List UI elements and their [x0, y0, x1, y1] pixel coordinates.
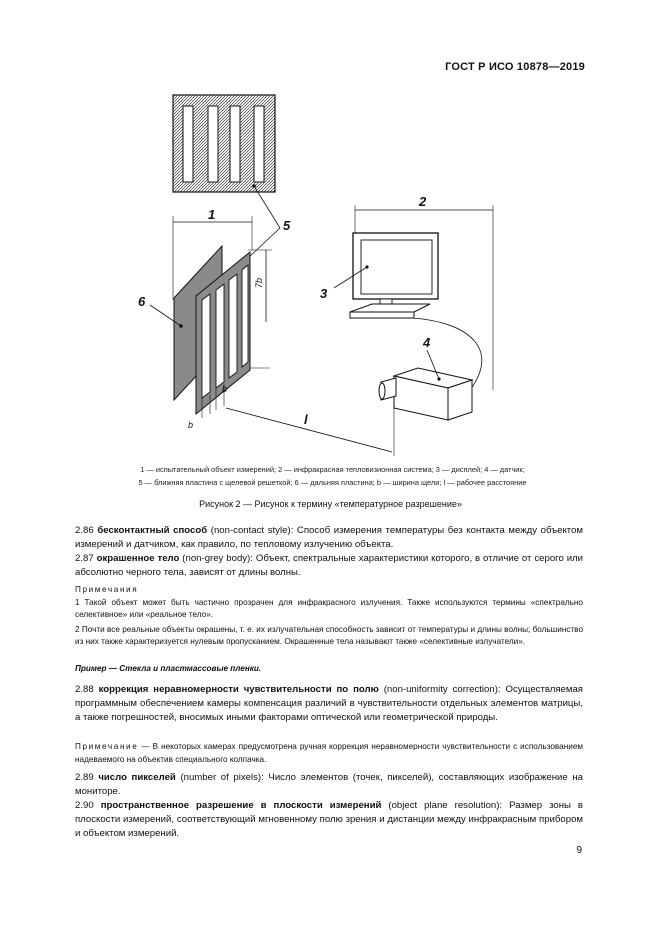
label-2: 2: [419, 194, 427, 209]
label-6: 6: [138, 294, 146, 309]
display-monitor: [350, 233, 438, 318]
notes-heading: Примечания: [75, 585, 139, 594]
document-code: ГОСТ Р ИСО 10878—2019: [445, 61, 585, 73]
term-2-89: 2.89 число пикселей (number of pixels): Число элементов (точек, пикселей), составляющих изображение на мониторе.: [75, 772, 584, 797]
figure-caption: Рисунок 2 — Рисунок к термину «температурное разрешение»: [199, 499, 462, 509]
term-2-87: 2.87 окрашенное тело (non-grey body): Объект, спектральные характеристики которого, в отличие от серого или абсолютно черного тела, зависят от длины волны.: [75, 553, 584, 578]
label-3: 3: [320, 286, 328, 301]
term-2-90: 2.90 пространственное разрешение в плоскости измерений (object plane resolution): Размер зоны в плоскости измерений, соответствующий мгновенному полю зрения и дистанции между инфракрасным прибором и объектом измерений.: [75, 800, 583, 839]
label-b-2: b: [222, 384, 228, 394]
note-single: Примечание — В некоторых камерах предусмотрена ручная коррекция неравномерности чувствительности с использованием надеваемого на объектив специального колпачка.: [75, 742, 583, 764]
term-2-86: 2.86 бесконтактный способ (non-contact style): Способ измерения температуры без контакта между объектом измерений и датчиком, как правило, по тепловому излучению объекта.: [75, 525, 584, 550]
page-number: 9: [576, 845, 582, 856]
label-b-1: b: [188, 420, 194, 430]
sensor-camera: [379, 368, 472, 420]
notes-block: [75, 584, 583, 649]
note-2: 2 Почти все реальные объекты окрашены, т. е. их излучательная способность зависит от температуры и длины волны; большинство из них также характеризуется нулевым пропусканием. Окрашенные тела называют также «селективные излучатели».: [75, 624, 583, 646]
label-1: 1: [208, 207, 216, 222]
term-2-88: 2.88 коррекция неравномерности чувствительности по полю (non-uniformity correction): Осуществляемая программным обеспечением камеры компенсация различий в чувствительности отдельных элементов матрицы, а также погрешностей, вносимых иными факторами оптической или геометрической природы.: [75, 684, 583, 723]
note-1: 1 Такой объект может быть частично прозрачен для инфракрасного излучения. Также используются термины «спектрально селективное» или «реальное тело».: [75, 597, 583, 619]
label-4: 4: [423, 335, 431, 350]
label-7b: 7b: [254, 277, 264, 288]
figure-legend-line-2: 5 — ближняя пластина с щелевой решеткой; 6 — дальняя пластина; b — ширина щели; l — рабочее расстояние: [138, 478, 527, 487]
label-5: 5: [283, 218, 291, 233]
slit-grating-front-view: [173, 95, 275, 192]
figure-legend-line-1: 1 — испытательный объект измерений; 2 — инфракрасная тепловизионная система; 3 — дисплей; 4 — датчик;: [140, 465, 525, 474]
label-l: l: [304, 412, 308, 427]
example: Пример — Стекла и пластмассовые пленки.: [75, 664, 262, 673]
